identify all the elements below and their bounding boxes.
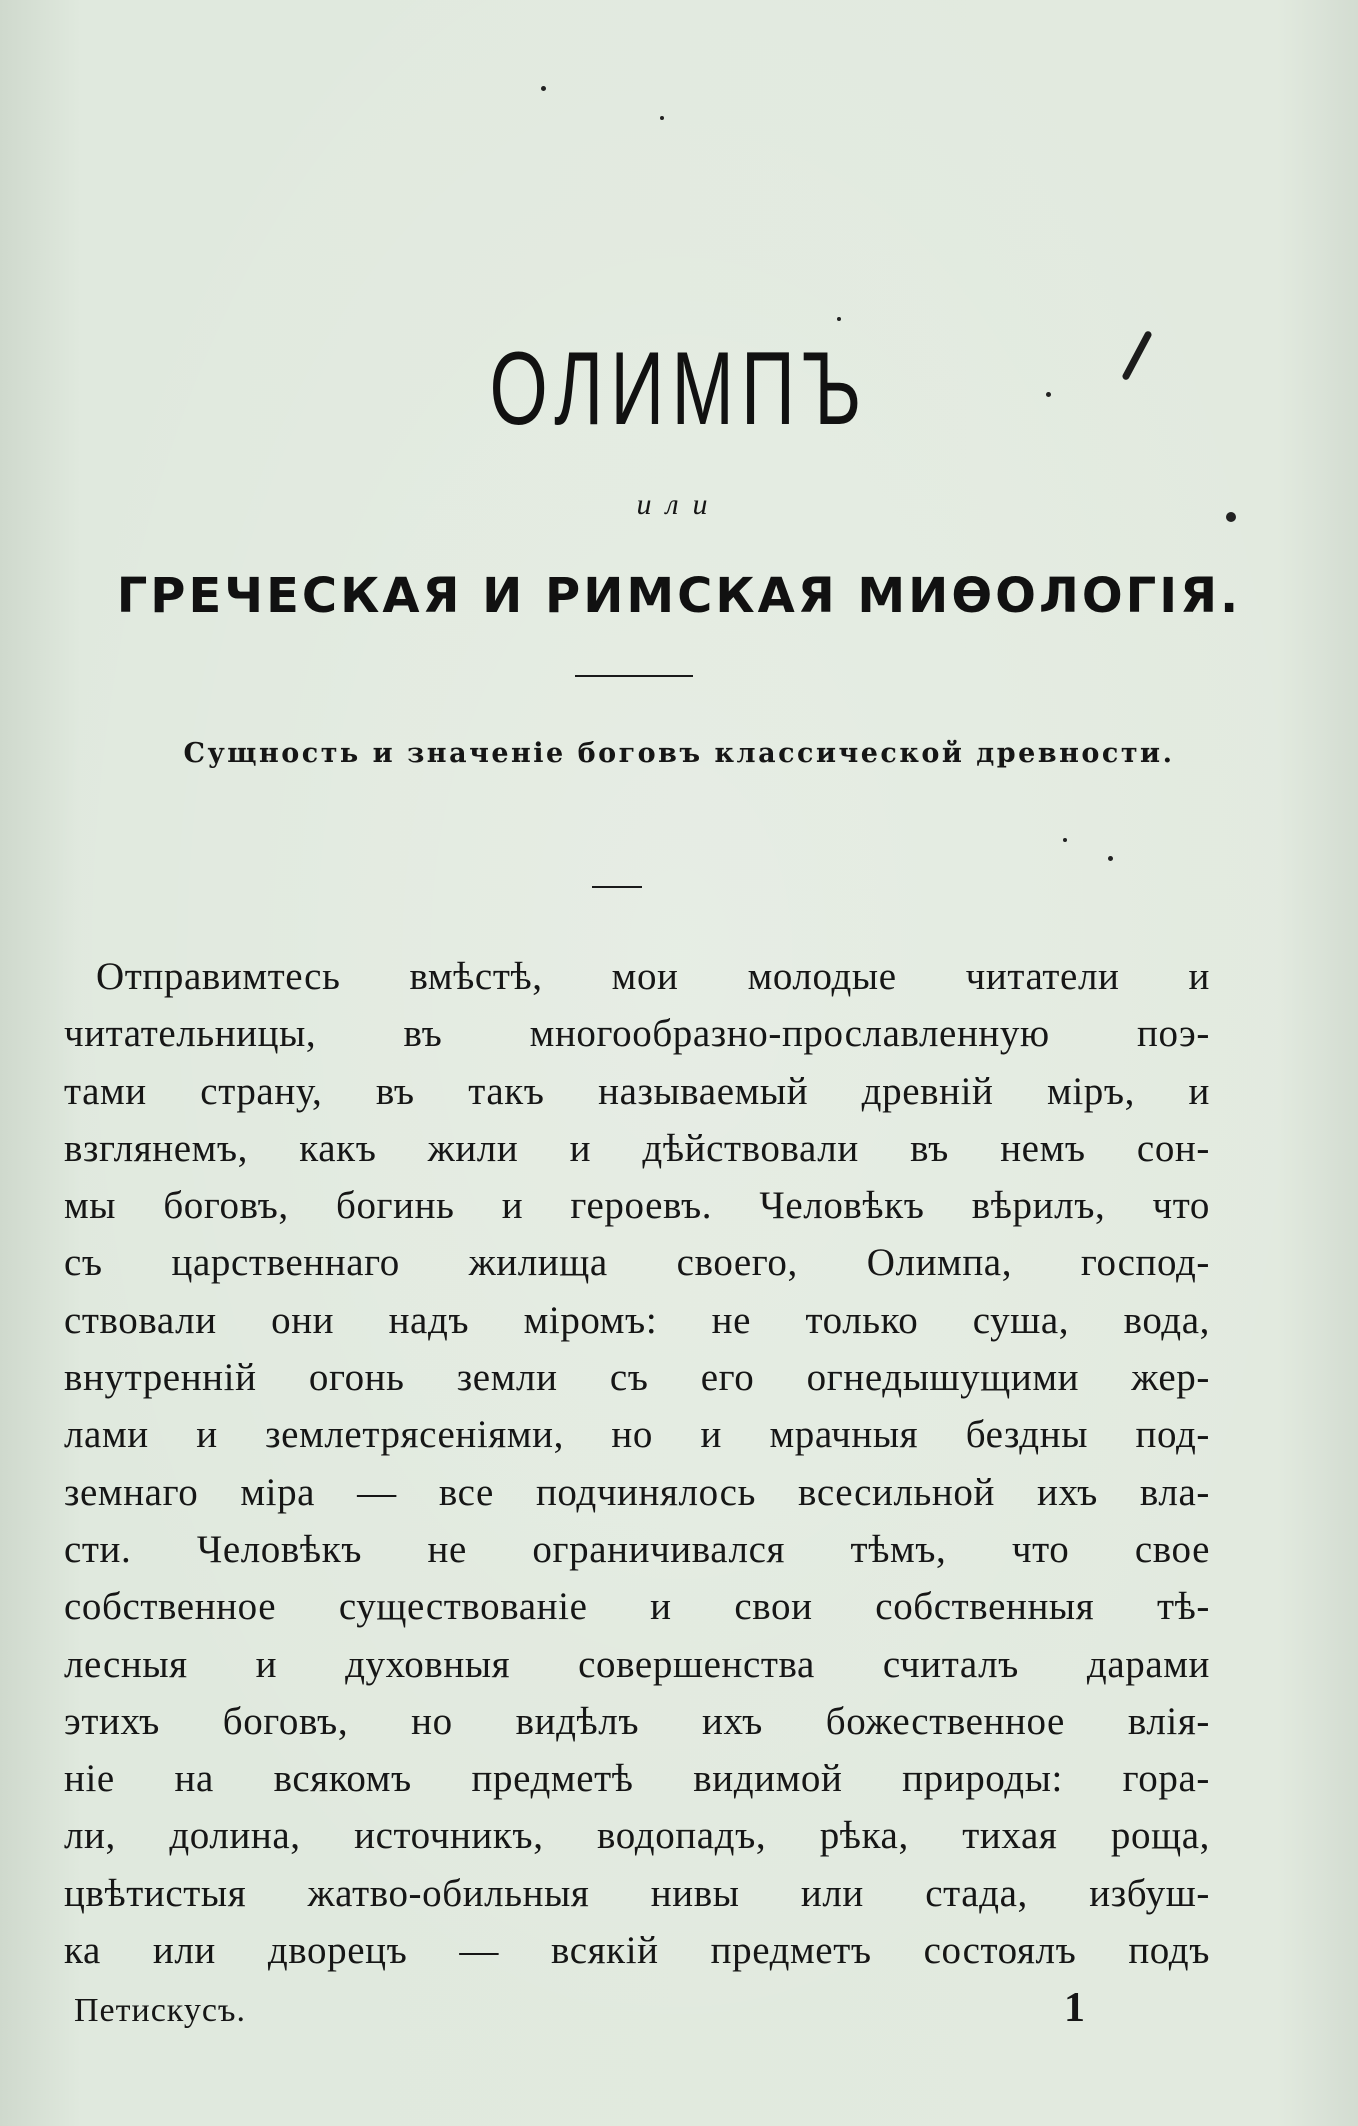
- body-line: взглянемъ, какъ жили и дѣйствовали въ немъ сон-: [64, 1126, 1210, 1170]
- body-line: собственное существованіе и свои собственныя тѣ-: [64, 1585, 1210, 1629]
- body-line: цвѣтистыя жатво-обильныя нивы или стада, избуш-: [64, 1871, 1210, 1915]
- body-line: читательницы, въ многообразно-прославленную поэ-: [64, 1012, 1210, 1056]
- body-line: сти. Человѣкъ не ограничивался тѣмъ, что свое: [64, 1527, 1210, 1571]
- ink-speck: [1108, 856, 1113, 861]
- ink-speck: [660, 116, 664, 120]
- body-line: ка или дворецъ — всякій предметъ состоялъ подъ: [64, 1929, 1210, 1973]
- ink-speck: [541, 86, 546, 91]
- book-subtitle: ГРЕЧЕСКАЯ И РИМСКАЯ МИѲОЛОГІЯ.: [116, 568, 1242, 624]
- body-line: внутренній огонь земли съ его огнедышущими жер-: [64, 1356, 1210, 1400]
- sheet-number: 1: [1064, 1985, 1085, 2031]
- body-line: этихъ боговъ, но видѣлъ ихъ божественное влія-: [64, 1699, 1210, 1743]
- body-line: тами страну, въ такъ называемый древній міръ, и: [64, 1069, 1210, 1113]
- ink-speck: [1063, 838, 1067, 842]
- title-divider: [575, 675, 693, 677]
- body-paragraph: [64, 948, 1210, 1979]
- body-line: ствовали они надъ міромъ: не только суша, вода,: [64, 1298, 1210, 1342]
- body-line: лесныя и духовныя совершенства считалъ дарами: [64, 1642, 1210, 1686]
- body-line: лами и землетрясеніями, но и мрачныя бездны под-: [64, 1413, 1210, 1457]
- title-conjunction: или: [636, 488, 722, 521]
- heading-divider: [592, 886, 642, 888]
- body-line: съ царственнаго жилища своего, Олимпа, господ-: [64, 1241, 1210, 1285]
- body-line: ніе на всякомъ предметѣ видимой природы: гора-: [64, 1757, 1210, 1801]
- ink-speck: [837, 317, 841, 321]
- body-line: Отправимтесь вмѣстѣ, мои молодые читатели и: [96, 955, 1210, 998]
- book-title: ОЛИМПЪ: [489, 331, 869, 447]
- printer-signature: Петискусъ.: [74, 1992, 246, 2029]
- body-line: земнаго міра — все подчинялось всесильной ихъ вла-: [64, 1470, 1210, 1514]
- section-heading: Сущность и значеніе боговъ классической древности.: [183, 738, 1175, 769]
- body-line: ли, долина, источникъ, водопадъ, рѣка, тихая роща,: [64, 1814, 1210, 1858]
- body-line: мы боговъ, богинь и героевъ. Человѣкъ вѣрилъ, что: [64, 1184, 1210, 1228]
